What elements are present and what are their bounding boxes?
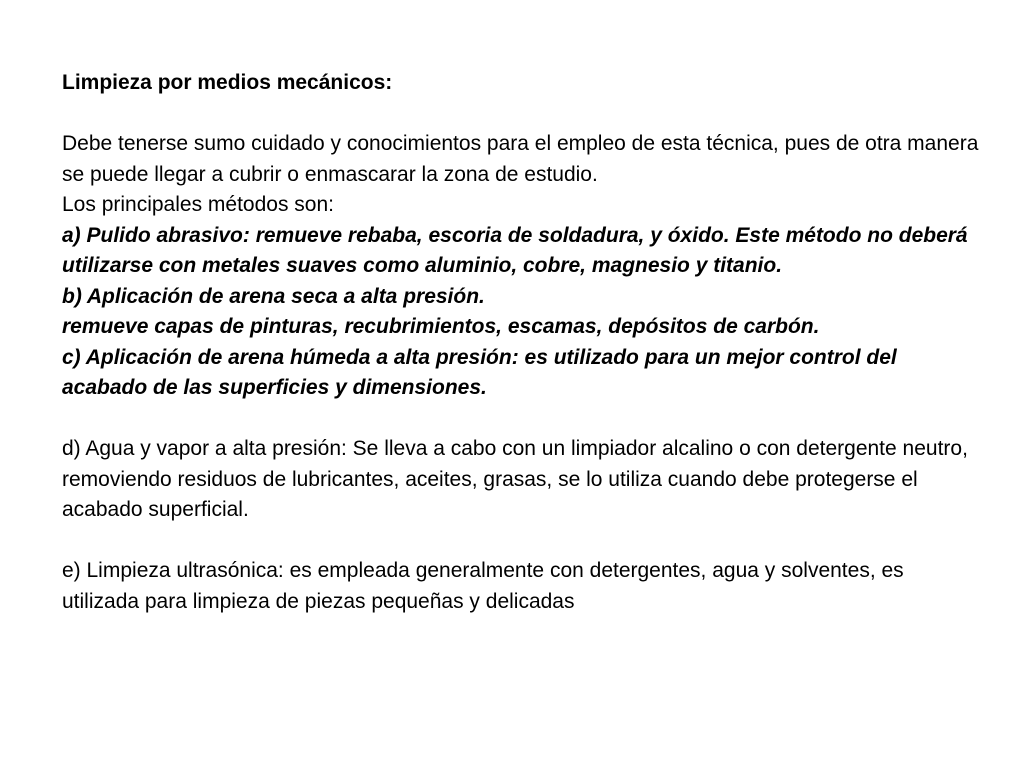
method-b-detail: remueve capas de pinturas, recubrimientos, escamas, depósitos de carbón. (62, 315, 820, 338)
method-a: a) Pulido abrasivo: remueve rebaba, escoria de soldadura, y óxido. Este método no deberá utilizarse con metales suaves como aluminio, cobre, magnesio y titanio. (62, 223, 968, 277)
method-c: c) Aplicación de arena húmeda a alta presión: es utilizado para un mejor control del acabado de las superficies y dimensiones. (62, 345, 897, 399)
slide-title: Limpieza por medios mecánicos: (62, 71, 393, 94)
method-b: b) Aplicación de arena seca a alta presión. (62, 284, 485, 308)
methods-lead: Los principales métodos son: (62, 193, 334, 216)
intro-paragraph: Debe tenerse sumo cuidado y conocimientos para el empleo de esta técnica, pues de otra manera se puede llegar a cubrir o enmascarar la zona de estudio. (62, 132, 979, 186)
method-d: d) Agua y vapor a alta presión: Se lleva a cabo con un limpiador alcalino o con detergente neutro, removiendo residuos de lubricantes, aceites, grasas, se lo utiliza cuando debe protegerse el acabado superficial. (62, 437, 968, 521)
method-e: e) Limpieza ultrasónica: es empleada generalmente con detergentes, agua y solventes, es utilizada para limpieza de piezas pequeñas y delicadas (62, 559, 904, 613)
